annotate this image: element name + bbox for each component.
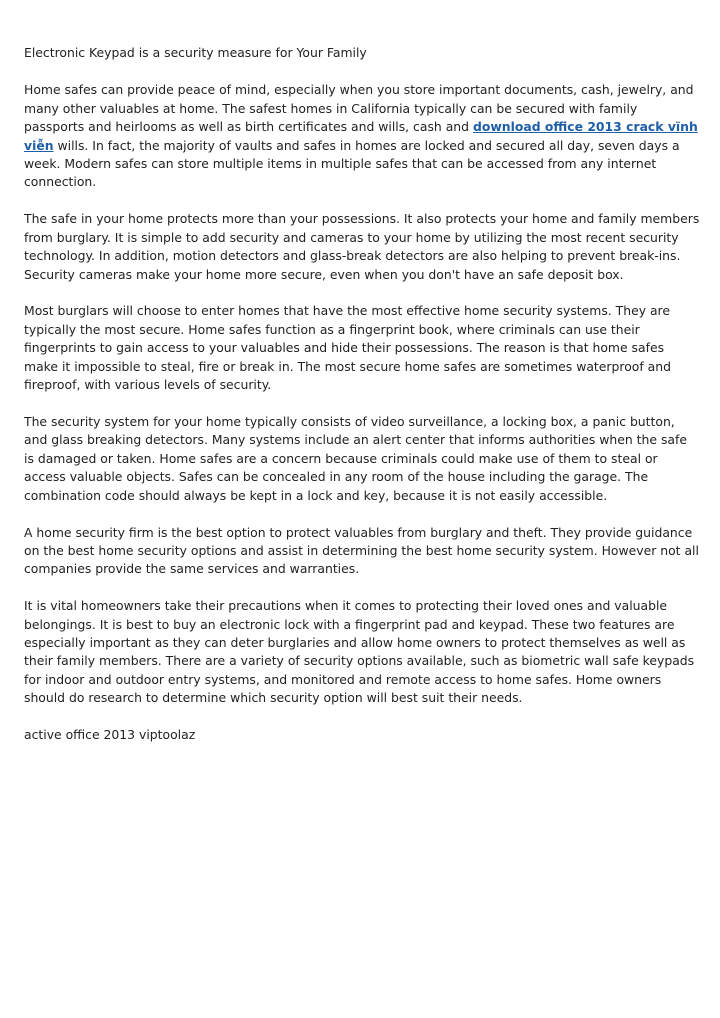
paragraph-1-text-after: wills. In fact, the majority of vaults and safes in homes are locked and secured all day, seven days a week. Modern safes can store multiple items in multiple safes that can be accessed from any internet connection. xyxy=(24,137,680,190)
paragraph-5: A home security firm is the best option to protect valuables from burglary and theft. They provide guidance on the best home security options and assist in determining the best home security system. However not all companies provide the same services and warranties. xyxy=(24,524,699,577)
paragraph-1 xyxy=(24,81,700,191)
document-page xyxy=(24,44,700,745)
download-office-link[interactable]: download office 2013 crack vĩnh viễn xyxy=(24,119,698,153)
document-title: Electronic Keypad is a security measure for Your Family xyxy=(24,45,367,60)
paragraph-4: The security system for your home typically consists of video surveillance, a locking box, a panic button, and glass breaking detectors. Many systems include an alert center that informs authorities when the safe is damaged or taken. Home safes are a concern because criminals could make use of them to steal or access valuable objects. Safes can be concealed in any room of the house including the garage. The combination code should always be kept in a lock and key, because it is not easily accessible. xyxy=(24,414,687,503)
paragraph-2: The safe in your home protects more than your possessions. It also protects your home and family members from burglary. It is simple to add security and cameras to your home by utilizing the most recent security technology. In addition, motion detectors and glass-break detectors are also helping to prevent break-ins. Security cameras make your home more secure, even when you don't have an safe deposit box. xyxy=(24,211,700,282)
footer-text: active office 2013 viptoolaz xyxy=(24,727,196,743)
paragraph-1-text-before: Home safes can provide peace of mind, especially when you store important documents, cash, jewelry, and many other valuables at home. The safest homes in California typically can be secured with family passports and heirlooms as well as birth certificates and wills, cash and xyxy=(24,82,694,135)
paragraph-6: It is vital homeowners take their precautions when it comes to protecting their loved ones and valuable belongings. It is best to buy an electronic lock with a fingerprint pad and keypad. These two features are especially important as they can deter burglaries and allow home owners to protect themselves as well as their family members. There are a variety of security options available, such as biometric wall safe keypads for indoor and outdoor entry systems, and monitored and remote access to home safes. Home owners should do research to determine which security option will best suit their needs. xyxy=(24,598,695,706)
paragraph-3: Most burglars will choose to enter homes that have the most effective home security systems. They are typically the most secure. Home safes function as a fingerprint book, where criminals can use their fingerprints to gain access to your valuables and hide their possessions. The reason is that home safes make it impossible to steal, fire or break in. The most secure home safes are sometimes waterproof and fireproof, with various levels of security. xyxy=(24,303,671,393)
